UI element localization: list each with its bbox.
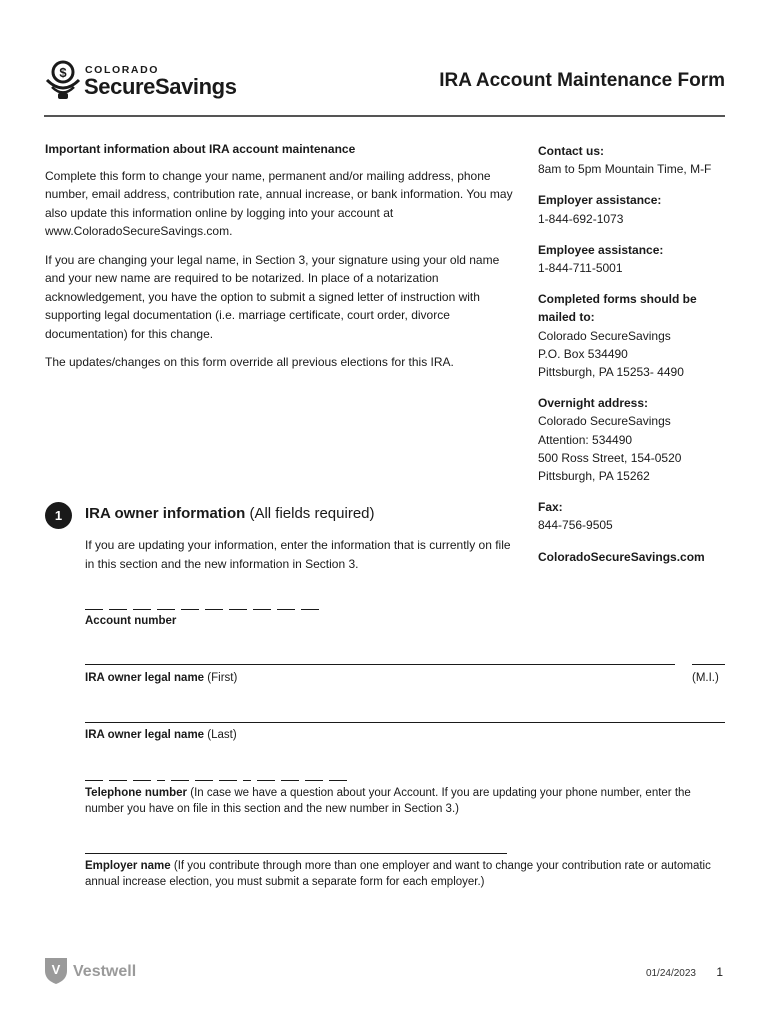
form-date: 01/24/2023 (645, 968, 696, 979)
first-name-label: IRA owner legal name (First) (85, 672, 238, 684)
overnight-address-line: Attention: 534490 (538, 432, 633, 447)
contact-hours-block (538, 142, 738, 178)
account-digit-box[interactable] (229, 609, 247, 610)
intro-heading: Important information about IRA account maintenance (45, 142, 356, 156)
vestwell-wordmark: Vestwell (73, 963, 137, 980)
account-digit-box[interactable] (301, 609, 319, 610)
last-name-label: IRA owner legal name (Last) (85, 729, 237, 741)
employer-assistance-phone: 1-844-692-1073 (538, 211, 624, 226)
phone-digit-box[interactable] (219, 780, 237, 781)
brand-state: COLORADO (85, 64, 160, 76)
mailing-address-line: Pittsburgh, PA 15253- 4490 (538, 365, 684, 380)
website-link[interactable]: ColoradoSecureSavings.com (538, 549, 705, 564)
employee-assistance-label: Employee assistance: (538, 242, 664, 257)
securesavings-emblem-icon (44, 60, 82, 102)
account-digit-box[interactable] (205, 609, 223, 610)
overnight-address-line: 500 Ross Street, 154-0520 (538, 450, 682, 465)
middle-initial-label: (M.I.) (692, 672, 719, 684)
phone-digit-box[interactable] (281, 780, 299, 781)
header-divider (44, 115, 725, 117)
contact-sidebar (538, 142, 738, 579)
employer-assistance-block (538, 191, 738, 227)
phone-digit-box[interactable] (257, 780, 275, 781)
mailing-address-label: Completed forms should be mailed to: (538, 292, 697, 325)
account-digit-box[interactable] (109, 609, 127, 610)
svg-text:$: $ (59, 65, 67, 80)
account-digit-box[interactable] (133, 609, 151, 610)
phone-digit-box[interactable] (329, 780, 347, 781)
telephone-field[interactable] (85, 780, 347, 781)
first-name-field[interactable] (85, 664, 675, 665)
last-name-field[interactable] (85, 722, 725, 723)
section-number-badge: 1 (45, 502, 72, 529)
overnight-address-block (538, 394, 738, 485)
account-digit-box[interactable] (85, 609, 103, 610)
contact-hours: 8am to 5pm Mountain Time, M-F (538, 162, 712, 177)
section-title-note: (All fields required) (249, 505, 375, 522)
account-digit-box[interactable] (253, 609, 271, 610)
account-number-field[interactable] (85, 609, 319, 610)
account-digit-box[interactable] (181, 609, 199, 610)
overnight-address-line: Colorado SecureSavings (538, 414, 671, 429)
mailing-address-line: P.O. Box 534490 (538, 346, 628, 361)
phone-digit-box[interactable] (195, 780, 213, 781)
phone-digit-box[interactable] (85, 780, 103, 781)
vestwell-shield-icon (44, 956, 154, 984)
fax-label: Fax: (538, 500, 563, 515)
fax-block (538, 498, 738, 534)
intro-paragraph: Complete this form to change your name, permanent and/or mailing address, phone number, email address, contribution rate, annual increase, or bank information. You may also update this information online by logging into your account at www.ColoradoSecureSavings.com. (45, 168, 513, 238)
svg-text:V: V (51, 962, 61, 977)
section-description: If you are updating your information, enter the information that is currently on file in this section and the new information in Section 3. (85, 538, 511, 571)
fax-number: 844-756-9505 (538, 518, 613, 533)
contact-label: Contact us: (538, 144, 604, 158)
phone-separator (243, 780, 251, 781)
form-title: IRA Account Maintenance Form (439, 70, 725, 91)
section-title (85, 505, 375, 522)
section-title-text: IRA owner information (85, 505, 246, 522)
phone-digit-box[interactable] (109, 780, 127, 781)
phone-separator (157, 780, 165, 781)
middle-initial-field[interactable] (692, 664, 725, 665)
employer-name-field[interactable] (85, 853, 507, 854)
intro-section (45, 140, 515, 382)
page-number: 1 (716, 965, 723, 979)
overnight-address-line: Pittsburgh, PA 15262 (538, 469, 650, 484)
account-digit-box[interactable] (157, 609, 175, 610)
employer-name-label: Employer name (If you contribute through more than one employer and want to change your contribution rate or automatic annual increase election, you must submit a separate form for each employer.) (85, 860, 711, 888)
phone-digit-box[interactable] (133, 780, 151, 781)
overnight-address-label: Overnight address: (538, 396, 649, 411)
account-digit-box[interactable] (277, 609, 295, 610)
brand-name: SecureSavings (84, 74, 237, 99)
intro-paragraph: If you are changing your legal name, in Section 3, your signature using your old name and your new name are required to be notarized. In place of a notarization acknowledgement, you have the option to submit a signed letter of instruction with supporting legal documentation (i.e. marriage certificate, court order, divorce documentation) for this change. (45, 252, 500, 341)
telephone-label: Telephone number (In case we have a question about your Account. If you are updating your phone number, enter the number you have on file in this section and the new number in Section 3.) (85, 787, 691, 815)
mailing-address-line: Colorado SecureSavings (538, 328, 671, 343)
employee-assistance-block (538, 241, 738, 277)
intro-paragraph: The updates/changes on this form override all previous elections for this IRA. (45, 355, 454, 369)
phone-digit-box[interactable] (305, 780, 323, 781)
employee-assistance-phone: 1-844-711-5001 (538, 261, 623, 276)
mailing-address-block (538, 290, 738, 381)
colorado-securesavings-logo (44, 60, 244, 106)
vestwell-logo (44, 956, 154, 984)
account-number-label: Account number (85, 615, 177, 627)
phone-digit-box[interactable] (171, 780, 189, 781)
employer-assistance-label: Employer assistance: (538, 193, 662, 208)
